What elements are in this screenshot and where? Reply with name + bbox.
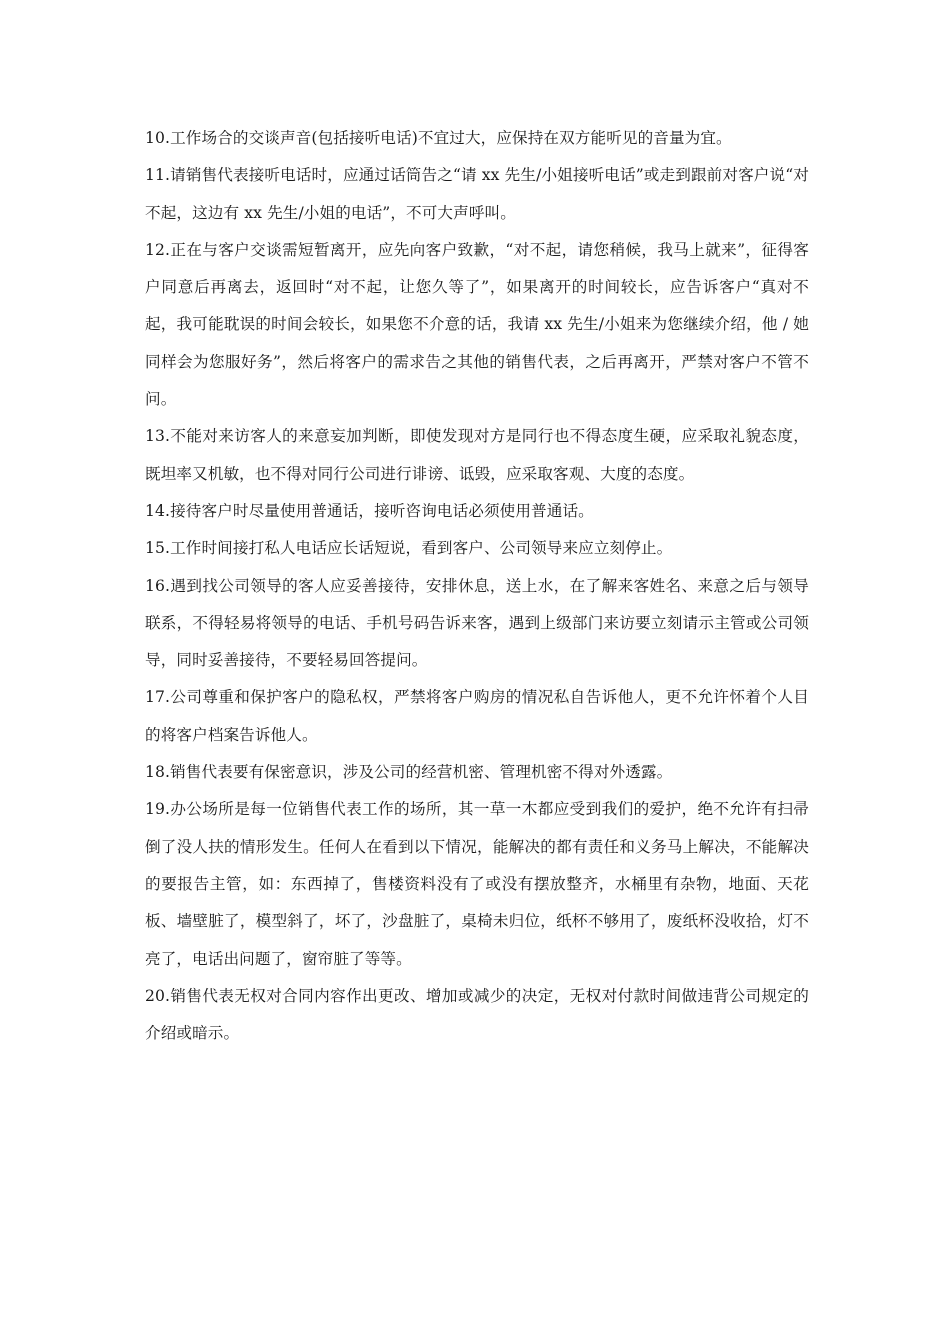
rule-paragraph-15: 15.工作时间接打私人电话应长话短说，看到客户、公司领导来应立刻停止。 bbox=[145, 539, 673, 558]
rule-paragraph-18: 18.销售代表要有保密意识，涉及公司的经营机密、管理机密不得对外透露。 bbox=[145, 763, 673, 782]
rule-paragraph-20: 20.销售代表无权对合同内容作出更改、增加或减少的决定，无权对付款时间做违背公司规定的介绍或暗示。 bbox=[145, 986, 809, 1043]
rule-paragraph-19: 19.办公场所是每一位销售代表工作的场所，其一草一木都应受到我们的爱护，绝不允许有扫帚倒了没人扶的情形发生。任何人在看到以下情况，能解决的都有责任和义务马上解决，不能解决的要报告主管，如：东西掉了，售楼资料没有了或没有摆放整齐，水桶里有杂物，地面、天花板、墙壁脏了，模型斜了，坏了，沙盘脏了，桌椅未归位，纸杯不够用了，废纸杯没收拾，灯不亮了，电话出问题了，窗帘脏了等等。 bbox=[145, 800, 809, 968]
rule-paragraph-13: 13.不能对来访客人的来意妄加判断，即使发现对方是同行也不得态度生硬，应采取礼貌态度，既坦率又机敏，也不得对同行公司进行诽谤、诋毁，应采取客观、大度的态度。 bbox=[145, 427, 809, 483]
document-page bbox=[145, 120, 809, 1052]
rule-paragraph-10: 10.工作场合的交谈声音(包括接听电话)不宜过大，应保持在双方能听见的音量为宜。 bbox=[145, 129, 732, 147]
rule-paragraph-14: 14.接待客户时尽量使用普通话，接听咨询电话必须使用普通话。 bbox=[145, 501, 594, 520]
rule-paragraph-17: 17.公司尊重和保护客户的隐私权，严禁将客户购房的情况私自告诉他人，更不允许怀着个人目的将客户档案告诉他人。 bbox=[145, 688, 809, 744]
rule-paragraph-16: 16.遇到找公司领导的客人应妥善接待，安排休息，送上水，在了解来客姓名、来意之后与领导联系，不得轻易将领导的电话、手机号码告诉来客，遇到上级部门来访要立刻请示主管或公司领导，同时妥善接待，不要轻易回答提问。 bbox=[145, 576, 809, 670]
rule-paragraph-12: 12.正在与客户交谈需短暂离开，应先向客户致歉，“对不起，请您稍候，我马上就来”，征得客户同意后再离去，返回时“对不起，让您久等了”，如果离开的时间较长，应告诉客户“真对不起，我可能耽误的时间会较长，如果您不介意的话，我请 xx 先生/小姐来为您继续介绍，他 / 她同样会为您服好务”，然后将客户的需求告之其他的销售代表，之后再离开，严禁对客户不管不问。 bbox=[145, 240, 809, 409]
rule-paragraph-11: 11.请销售代表接听电话时，应通过话筒告之“请 xx 先生/小姐接听电话”或走到跟前对客户说“对不起，这边有 xx 先生/小姐的电话”，不可大声呼叫。 bbox=[145, 166, 809, 222]
